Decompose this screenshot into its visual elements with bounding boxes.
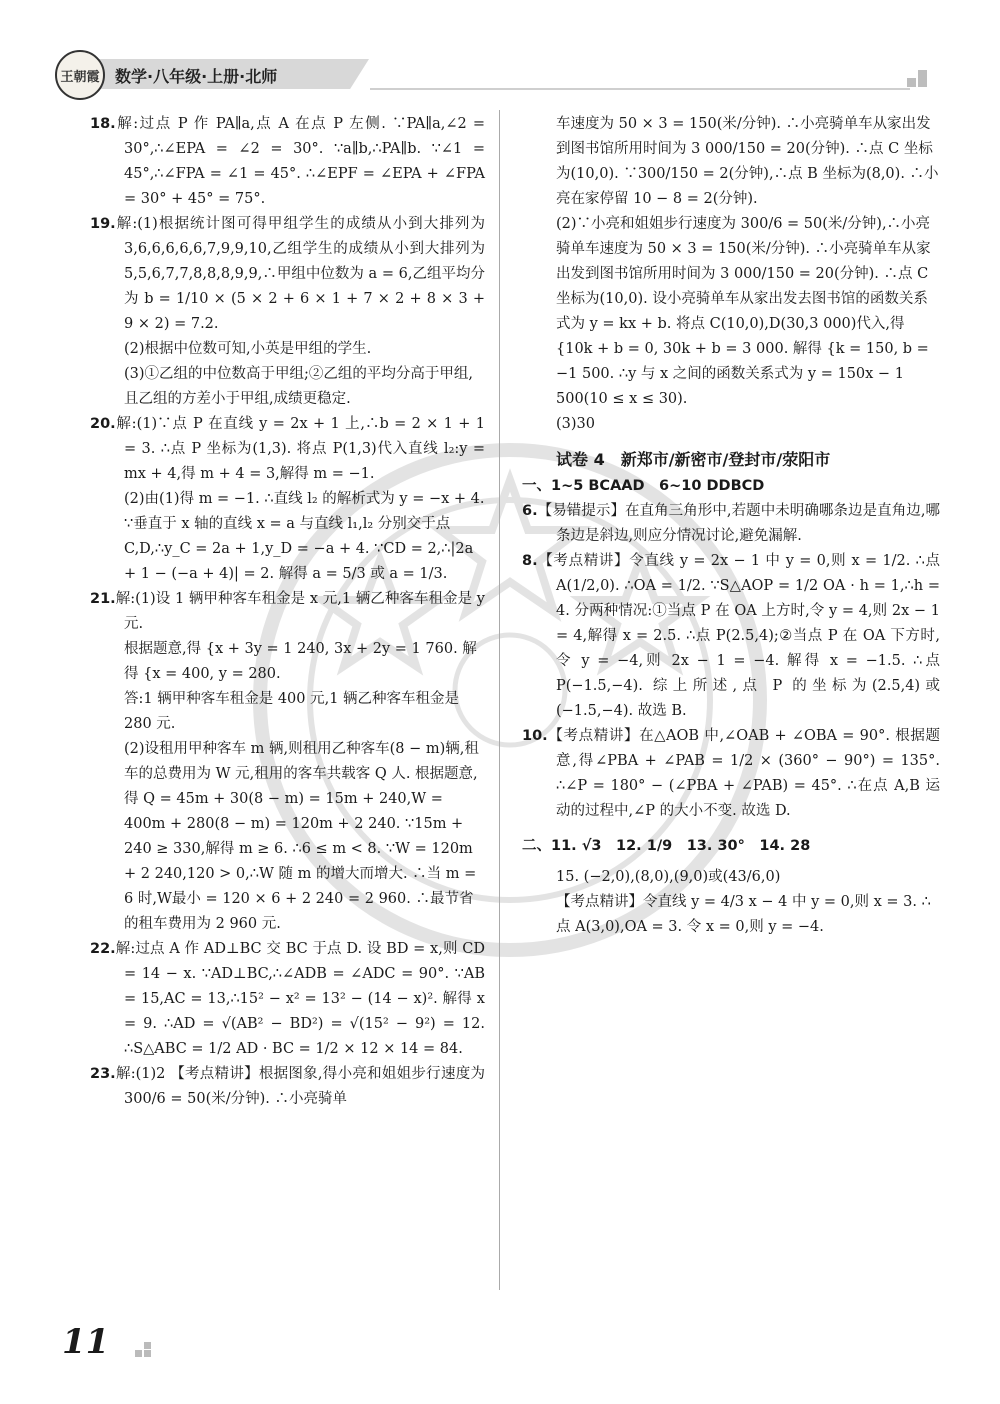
header-rule [370, 88, 910, 90]
footer-decoration [135, 1342, 165, 1362]
left-column [90, 112, 485, 1112]
answer-15: 15. (−2,0),(8,0),(9,0)或(43/6,0) [556, 869, 781, 885]
right-column [522, 112, 940, 940]
corner-decoration [907, 70, 937, 90]
answer-18: 18.解:过点 P 作 PA∥a,点 A 在点 P 左侧. ∵PA∥a,∠2 = 30°,∴∠EPA = ∠2 = 30°. ∵a∥b,∴PA∥b. ∵∠1 = 45°,∴∠FPA = ∠1 = 45°. ∴∠EPF = ∠EPA + ∠FPA = 30° + 45° = 75°. [90, 116, 485, 207]
answer-19-part2: (2)根据中位数可知,小英是甲组的学生. [124, 341, 372, 357]
answer-20: 20.解:(1)∵点 P 在直线 y = 2x + 1 上,∴b = 2 × 1 + 1 = 3. ∴点 P 坐标为(1,3). 将点 P(1,3)代入直线 l₂:y = mx + 4,得 m + 4 = 3,解得 m = −1. [90, 416, 485, 482]
answer-10-note: 10.【考点精讲】在△AOB 中,∠OAB + ∠OBA = 90°. 根据题意,得∠PBA + ∠PAB = 1/2 × (360° − 90°) = 135°. ∴∠P = 180° − (∠PBA + ∠PAB) = 45°. ∴在点 A,B 运动的过程中,∠P 的大小不变. 故选 D. [522, 728, 940, 819]
page-header [55, 50, 955, 100]
page-number: 11 [62, 1322, 110, 1362]
answer-19: 19.解:(1)根据统计图可得甲组学生的成绩从小到大排列为 3,6,6,6,6,6,7,9,9,10,乙组学生的成绩从小到大排列为 5,5,6,7,7,8,8,8,9,9,∴甲组中位数为 a = 6,乙组平均分为 b = 1/10 × (5 × 2 + 6 × 1 + 7 × 2 + 8 × 3 + 9 × 2) = 7.2. [90, 216, 485, 332]
answer-20-part2: (2)由(1)得 m = −1. ∴直线 l₂ 的解析式为 y = −x + 4. ∵垂直于 x 轴的直线 x = a 与直线 l₁,l₂ 分别交于点 C,D,∴y_C = 2a + 1,y_D = −a + 4. ∵CD = 2,∴|2a + 1 − (−a + 4)| = 2. 解得 a = 5/3 或 a = 1/3. [124, 491, 485, 582]
answer-21-part2: (2)设租用甲种客车 m 辆,则租用乙种客车(8 − m)辆,租车的总费用为 W 元,租用的客车共载客 Q 人. 根据题意,得 Q = 45m + 30(8 − m) = 15m + 240,W = 400m + 280(8 − m) = 120m + 2 240. ∵15m + 240 ≥ 330,解得 m ≥ 6. ∴6 ≤ m < 8. ∵W = 120m + 2 240,120 > 0,∴W 随 m 的增大而增大. ∴当 m = 6 时,W最小 = 120 × 6 + 2 240 = 2 960. ∴最节省的租车费用为 2 960 元. [124, 741, 479, 932]
answer-23-cont: 车速度为 50 × 3 = 150(米/分钟). ∴小亮骑单车从家出发到图书馆所用时间为 3 000/150 = 20(分钟). ∴点 C 坐标为(10,0). ∵300/150 = 2(分钟),∴点 B 坐标为(8,0). ∴小亮在家停留 10 − 8 = 2(分钟). [556, 116, 939, 207]
section-title: 试卷 4 新郑市/新密市/登封市/荥阳市 [556, 450, 831, 469]
choice-answers: 一、1~5 BCAAD 6~10 DDBCD [522, 478, 765, 494]
answer-6-note: 6.【易错提示】在直角三角形中,若题中未明确哪条边是直角边,哪条边是斜边,则应分情况讨论,避免漏解. [522, 503, 940, 544]
answer-23-part3: (3)30 [556, 416, 595, 432]
answer-23-part2: (2)∵小亮和姐姐步行速度为 300/6 = 50(米/分钟),∴小亮骑单车速度为 50 × 3 = 150(米/分钟). ∴小亮骑单车从家出发到图书馆所用时间为 3 000/150 = 20(分钟). ∴点 C 坐标为(10,0). 设小亮骑单车从家出发去图书馆的函数关系式为 y = kx + b. 将点 C(10,0),D(30,3 000)代入,得 {10k + b = 0, 30k + b = 3 000. 解得 {k = 150, b = −1 500. ∴y 与 x 之间的函数关系式为 y = 150x − 1 500(10 ≤ x ≤ 30). [556, 216, 931, 407]
fill-answers: 二、11. √3 12. 1/9 13. 30° 14. 28 [522, 838, 811, 854]
publisher-logo: 王朝霞 [55, 50, 105, 100]
answer-22: 22.解:过点 A 作 AD⊥BC 交 BC 于点 D. 设 BD = x,则 CD = 14 − x. ∵AD⊥BC,∴∠ADB = ∠ADC = 90°. ∵AB = 15,AC = 13,∴15² − x² = 13² − (14 − x)². 解得 x = 9. ∴AD = √(AB² − BD²) = √(15² − 9²) = 12. ∴S△ABC = 1/2 AD · BC = 1/2 × 12 × 14 = 84. [90, 941, 485, 1057]
answer-8-note: 8.【考点精讲】令直线 y = 2x − 1 中 y = 0,则 x = 1/2. ∴点 A(1/2,0). ∴OA = 1/2. ∵S△AOP = 1/2 OA · h = 1,∴h = 4. 分两种情况:①当点 P 在 OA 上方时,令 y = 4,则 2x − 1 = 4,解得 x = 2.5. ∴点 P(2.5,4);②当点 P 在 OA 下方时,令 y = −4,则 2x − 1 = −4. 解得 x = −1.5. ∴点 P(−1.5,−4). 综上所述,点 P 的坐标为(2.5,4)或(−1.5,−4). 故选 B. [522, 553, 940, 719]
answer-21-reply: 答:1 辆甲种客车租金是 400 元,1 辆乙种客车租金是 280 元. [124, 691, 460, 732]
answer-19-part3: (3)①乙组的中位数高于甲组;②乙组的平均分高于甲组,且乙组的方差小于甲组,成绩更稳定. [124, 366, 474, 407]
answer-15-note: 【考点精讲】令直线 y = 4/3 x − 4 中 y = 0,则 x = 3. ∴点 A(3,0),OA = 3. 令 x = 0,则 y = −4. [556, 894, 931, 935]
answer-21: 21.解:(1)设 1 辆甲种客车租金是 x 元,1 辆乙种客车租金是 y 元. [90, 591, 485, 632]
answer-23: 23.解:(1)2 【考点精讲】根据图象,得小亮和姐姐步行速度为 300/6 = 50(米/分钟). ∴小亮骑单 [90, 1066, 485, 1107]
subject-title: 数学·八年级·上册·北师 [115, 67, 278, 86]
column-divider [499, 110, 500, 1290]
answer-21-system: 根据题意,得 {x + 3y = 1 240, 3x + 2y = 1 760. 解得 {x = 400, y = 280. [124, 641, 477, 682]
